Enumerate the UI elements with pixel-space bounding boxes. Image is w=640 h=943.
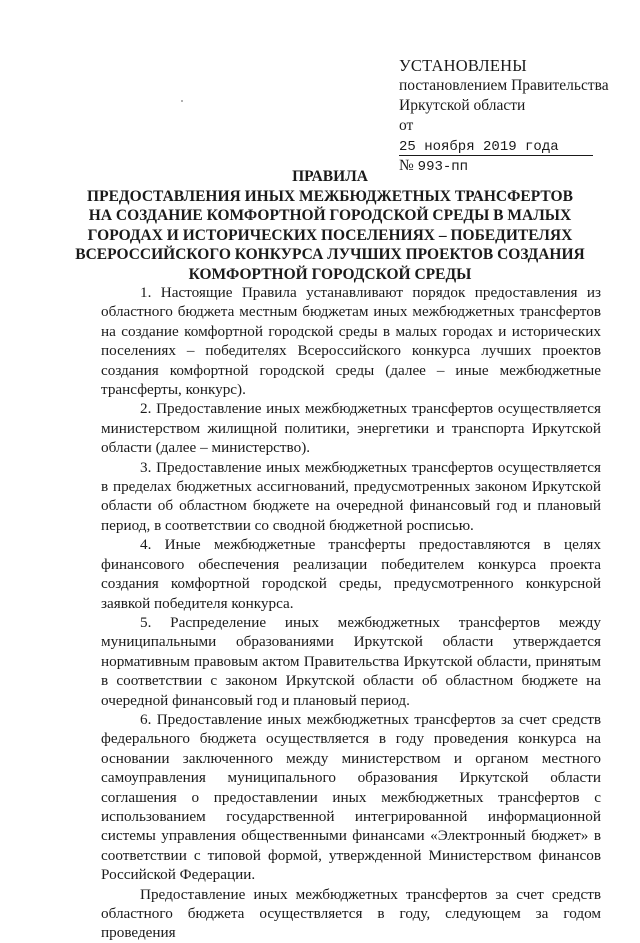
paragraph-1: 1. Настоящие Правила устанавливают порядок предоставления из областного бюджета местным бюджетам иных межбюджетных трансфертов на создание комфортной городской среды в малых городах и исторических поселениях – победителях Всероссийского конкурса лучших проектов создания комфортной городской среды (далее – иные межбюджетные трансферты, конкурс). (101, 284, 601, 399)
paragraph-4: 4. Иные межбюджетные трансферты предоставляются в целях финансового обеспечения реализации победителем конкурса проекта создания комфортной городской среды, предусмотренного конкурсной заявкой победителя конкурса. (101, 536, 601, 612)
approval-stamp (399, 56, 609, 177)
title-line-3: НА СОЗДАНИЕ КОМФОРТНОЙ ГОРОДСКОЙ СРЕДЫ В МАЛЫХ (88, 207, 572, 224)
paragraph-6: 6. Предоставление иных межбюджетных трансфертов за счет средств федерального бюджета осуществляется в году проведения конкурса на основании заключенного между министерством и органом местного самоуправления муниципального образования Иркутской области соглашения о предоставлении иных межбюджетных трансфертов с использованием государственной интегрированной информационной системы управления общественными финансами «Электронный бюджет» в соответствии с типовой формой, утвержденной Министерством финансов Российской Федерации. (101, 710, 601, 884)
title-line-5: ВСЕРОССИЙСКОГО КОНКУРСА ЛУЧШИХ ПРОЕКТОВ СОЗДАНИЯ (75, 246, 585, 263)
paragraph-3: 3. Предоставление иных межбюджетных трансфертов осуществляется в пределах бюджетных ассигнований, предусмотренных законом Иркутской области об областном бюджете на очередной финансовый год и плановый период, в соответствии со сводной бюджетной росписью. (101, 458, 601, 534)
document-title (60, 167, 600, 284)
approval-number-value: 993-пп (417, 159, 469, 175)
document-body (101, 283, 601, 943)
approval-date (399, 116, 609, 156)
approval-region: Иркутской области (399, 97, 526, 114)
approval-number-sign: № (399, 157, 414, 174)
paragraph-5: 5. Распределение иных межбюджетных трансфертов между муниципальными образованиями Иркутской области утверждается нормативным правовым актом Правительства Иркутской области, принятым в соответствии с законом Иркутской области об областном бюджете на очередной финансовый год и плановый период. (101, 613, 601, 709)
approval-issuer: постановлением Правительства (399, 77, 609, 94)
approval-heading: УСТАНОВЛЕНЫ (399, 56, 527, 75)
paragraph-7: Предоставление иных межбюджетных трансфертов за счет средств областного бюджета осуществляется в году, следующем за годом проведения (101, 885, 601, 942)
title-line-1: ПРАВИЛА (292, 168, 368, 185)
title-line-6: КОМФОРТНОЙ ГОРОДСКОЙ СРЕДЫ (188, 265, 472, 283)
scan-speck (181, 100, 183, 102)
approval-date-prefix: от (399, 117, 414, 134)
paragraph-2: 2. Предоставление иных межбюджетных трансфертов осуществляется министерством жилищной политики, энергетики и транспорта Иркутской области (далее – министерство). (101, 400, 601, 457)
title-line-4: ГОРОДАХ И ИСТОРИЧЕСКИХ ПОСЕЛЕНИЯХ – ПОБЕДИТЕЛЯХ (87, 226, 573, 244)
title-line-2: ПРЕДОСТАВЛЕНИЯ ИНЫХ МЕЖБЮДЖЕТНЫХ ТРАНСФЕРТОВ (87, 187, 573, 205)
approval-date-value: 25 ноября 2019 года (399, 139, 593, 156)
